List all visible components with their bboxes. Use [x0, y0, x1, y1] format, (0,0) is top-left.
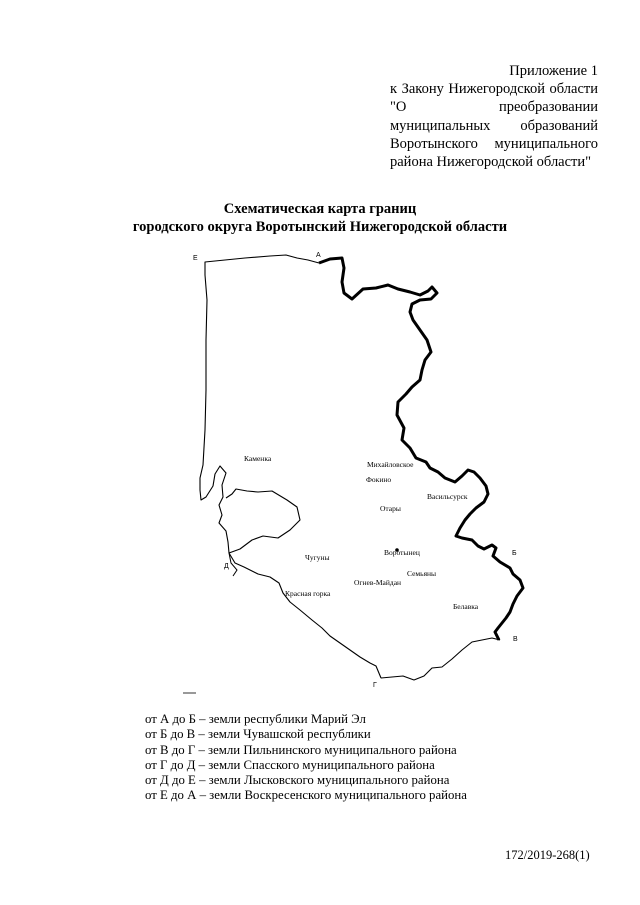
- appendix-text: к Закону Нижегородской области "О преобразовании муниципальных образований Воротынского муниципального района Нижегородской области": [390, 81, 598, 171]
- point-v-label: В: [513, 636, 518, 643]
- heavy-boundary-line: [319, 258, 523, 640]
- settlement-ognev-maidan: Огнев-Майдан: [354, 578, 402, 587]
- point-d-label: Д: [224, 563, 229, 570]
- settlement-krasnaya-gorka: Красная горка: [285, 589, 331, 598]
- map-title-line-2: городского округа Воротынский Нижегородской области: [132, 219, 508, 235]
- settlement-belavka: Белавка: [453, 602, 479, 611]
- legend-item-a-b: от А до Б – земли республики Марий Эл: [145, 712, 366, 726]
- settlement-mikhailovskoe: Михайловское: [367, 460, 414, 469]
- settlement-otary: Отары: [380, 504, 401, 513]
- legend-item-d-e: от Д до Е – земли Лысковского муниципального района: [145, 773, 450, 788]
- settlement-vorotynets: Воротынец: [384, 548, 420, 557]
- thin-boundary-line: [200, 255, 500, 680]
- legend-item-g-d: от Г до Д – земли Спасского муниципального района: [145, 757, 435, 772]
- point-b-label: Б: [512, 550, 517, 557]
- settlement-chugunyi: Чугуны: [305, 553, 330, 562]
- point-a-label: А: [316, 252, 321, 259]
- point-e-label: Е: [193, 255, 198, 262]
- legend-item-e-a: от Е до А – земли Воскресенского муниципального района: [145, 788, 467, 803]
- point-g-label: Г: [373, 682, 377, 689]
- settlement-vasilsursk: Васильсурск: [427, 492, 468, 501]
- document-number: 172/2019-268(1): [505, 848, 590, 862]
- legend: [145, 712, 605, 804]
- legend-item-v-g: от В до Г – земли Пильнинского муниципального района: [145, 742, 457, 757]
- map-title-line-1: Схематическая карта границ: [223, 201, 417, 217]
- settlement-kamenka: Каменка: [244, 454, 272, 463]
- appendix-number: Приложение 1: [509, 63, 598, 79]
- thin-boundary-detail: [229, 553, 237, 576]
- legend-item-b-v: от Б до В – земли Чувашской республики: [145, 727, 371, 742]
- settlement-fokino: Фокино: [366, 475, 392, 484]
- settlement-semyany: Семьяны: [407, 569, 437, 578]
